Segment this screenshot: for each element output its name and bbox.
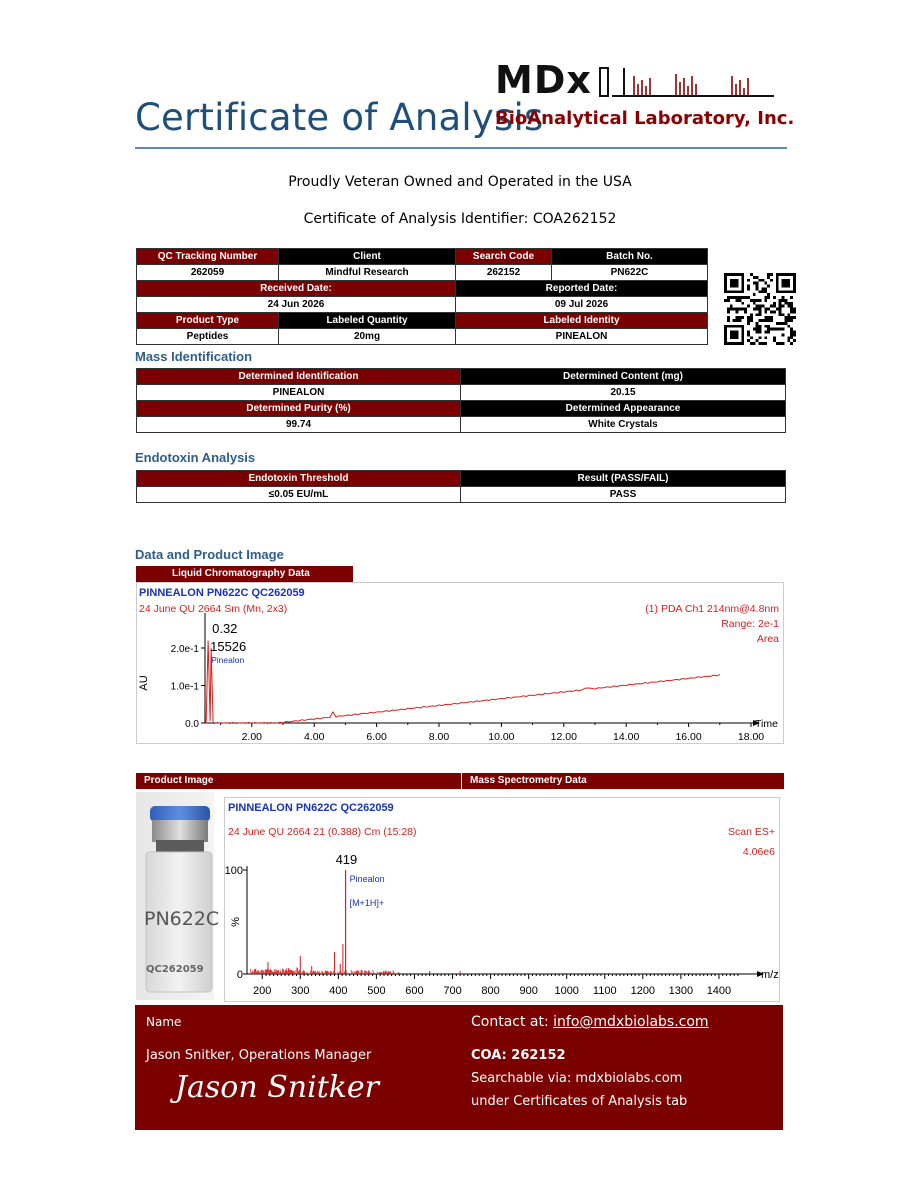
- determined-appearance-header: Determined Appearance: [461, 401, 786, 417]
- labeled-quantity-value: 20mg: [279, 329, 456, 345]
- qc-tracking-value: 262059: [137, 265, 279, 281]
- ms-intensity-label: 4.06e6: [742, 846, 775, 858]
- determined-identification-value: PINEALON: [137, 385, 461, 401]
- ms-x-tick-label: 200: [253, 985, 272, 997]
- ms-x-axis-title: m/z: [761, 969, 779, 981]
- lc-x-axis-title: Time: [755, 718, 778, 730]
- vial-batch-label: PN622C: [144, 908, 220, 930]
- determined-identification-header: Determined Identification: [137, 369, 461, 385]
- ms-plot: [225, 798, 779, 1001]
- ms-y-tick-label: 100: [225, 865, 243, 877]
- determined-purity-value: 99.74: [137, 417, 461, 433]
- lc-x-tick-label: 18.00: [737, 731, 765, 743]
- lc-x-tick-label: 8.00: [428, 731, 450, 743]
- endotoxin-heading: Endotoxin Analysis: [135, 450, 256, 465]
- mass-id-heading: Mass Identification: [135, 349, 253, 364]
- lc-range-label: Range: 2e-1: [721, 618, 779, 630]
- lc-x-tick-label: 16.00: [675, 731, 702, 743]
- endotoxin-result-header: Result (PASS/FAIL): [461, 471, 786, 487]
- ms-x-tick-label: 1300: [668, 985, 694, 997]
- lc-peak-name-label: Pinealon: [211, 655, 245, 665]
- page-title: Certificate of Analysis: [135, 96, 544, 139]
- lc-area-label: Area: [756, 633, 779, 645]
- certificates-tab-text: under Certificates of Analysis tab: [471, 1094, 688, 1109]
- lc-chart-title: PINNEALON PN622C QC262059: [139, 587, 305, 599]
- contact-email-link[interactable]: info@mdxbiolabs.com: [553, 1014, 709, 1030]
- name-label: Name: [146, 1015, 182, 1029]
- client-header: Client: [279, 249, 456, 265]
- ms-chart-subtitle: 24 June QU 2664 21 (0.388) Cm (15:28): [228, 826, 417, 838]
- received-date-header: Received Date:: [137, 281, 456, 297]
- reported-date-header: Reported Date:: [456, 281, 708, 297]
- searchable-text: Searchable via: mdxbiolabs.com: [471, 1071, 683, 1086]
- search-code-header: Search Code: [456, 249, 552, 265]
- determined-content-header: Determined Content (mg): [461, 369, 786, 385]
- ms-x-tick-label: 300: [291, 985, 310, 997]
- endotoxin-threshold-header: Endotoxin Threshold: [137, 471, 461, 487]
- ms-peak-name-label: Pinealon: [349, 874, 385, 884]
- determined-appearance-value: White Crystals: [461, 417, 786, 433]
- lc-chart-subtitle: 24 June QU 2664 Sm (Mn, 2x3): [139, 603, 288, 615]
- lc-plot: [137, 583, 783, 743]
- mass-id-table: [136, 368, 786, 433]
- ms-data-label: Mass Spectrometry Data: [462, 773, 784, 789]
- signer-name: Jason Snitker, Operations Manager: [146, 1048, 372, 1063]
- determined-purity-header: Determined Purity (%): [137, 401, 461, 417]
- ms-x-tick-label: 500: [367, 985, 386, 997]
- contact-prefix: Contact at:: [471, 1014, 554, 1030]
- logo-spectrum-icon: [598, 64, 776, 100]
- contact-line: [471, 1014, 709, 1030]
- determined-content-value: 20.15: [461, 385, 786, 401]
- vial-qc-label: QC262059: [146, 964, 204, 975]
- labeled-quantity-header: Labeled Quantity: [279, 313, 456, 329]
- ms-x-tick-label: 800: [481, 985, 500, 997]
- batch-value: PN622C: [552, 265, 708, 281]
- received-date-value: 24 Jun 2026: [137, 297, 456, 313]
- ms-x-tick-label: 1400: [706, 985, 732, 997]
- lc-peak-area-label: 15526: [210, 639, 247, 654]
- ms-x-tick-label: 700: [443, 985, 462, 997]
- mass-spectrum: [224, 797, 780, 1002]
- lc-data-label: Liquid Chromatography Data: [136, 566, 353, 582]
- lc-x-tick-label: 10.00: [488, 731, 515, 743]
- lc-x-tick-label: 14.00: [613, 731, 640, 743]
- endotoxin-result-value: PASS: [461, 487, 786, 503]
- signature-footer: [135, 1005, 783, 1130]
- qr-code-icon[interactable]: [724, 273, 796, 345]
- ms-ion-label: [M+1H]+: [349, 898, 385, 908]
- ms-peak-mz-label: 419: [335, 852, 358, 867]
- ms-chart-title: PINNEALON PN622C QC262059: [228, 802, 394, 814]
- ms-x-tick-label: 400: [329, 985, 348, 997]
- coa-identifier: Certificate of Analysis Identifier: COA262152: [303, 211, 617, 227]
- product-type-value: Peptides: [137, 329, 279, 345]
- ms-x-tick-label: 1100: [592, 985, 617, 997]
- lc-detector-label: (1) PDA Ch1 214nm@4.8nm: [645, 603, 779, 615]
- reported-date-value: 09 Jul 2026: [456, 297, 708, 313]
- endotoxin-table: [136, 470, 786, 503]
- coa-number: COA: 262152: [471, 1048, 566, 1063]
- lc-y-tick-label: 0.0: [185, 719, 199, 730]
- handwritten-signature: Jason Snitker: [175, 1070, 380, 1105]
- data-section-heading: Data and Product Image: [135, 547, 284, 562]
- qc-tracking-header: QC Tracking Number: [137, 249, 279, 265]
- endotoxin-threshold-value: ≤0.05 EU/mL: [137, 487, 461, 503]
- ms-y-axis-title: %: [230, 917, 242, 927]
- lc-x-tick-label: 2.00: [241, 731, 263, 743]
- lc-y-tick-label: 1.0e-1: [170, 681, 199, 693]
- lc-y-tick-label: 2.0e-1: [170, 644, 199, 655]
- ms-scan-label: Scan ES+: [728, 826, 775, 838]
- product-type-header: Product Type: [137, 313, 279, 329]
- ms-x-tick-label: 1000: [554, 985, 579, 997]
- product-image-label: Product Image: [136, 773, 461, 789]
- company-logo-text: MDx: [495, 58, 592, 102]
- lc-peak-time-label: 0.32: [212, 621, 238, 636]
- search-code-value: 262152: [456, 265, 552, 281]
- lc-trace-line: [206, 641, 720, 724]
- lc-x-tick-label: 4.00: [303, 731, 325, 743]
- lc-chromatogram: [136, 582, 784, 744]
- company-logo-subtitle: BioAnalytical Laboratory, Inc.: [495, 108, 795, 129]
- ms-x-tick-label: 1200: [630, 985, 656, 997]
- title-divider: [135, 147, 787, 149]
- client-value: Mindful Research: [279, 265, 456, 281]
- ms-x-tick-label: 900: [519, 985, 538, 997]
- batch-header: Batch No.: [552, 249, 708, 265]
- lc-x-tick-label: 6.00: [366, 731, 387, 743]
- tagline: Proudly Veteran Owned and Operated in the USA: [288, 174, 632, 190]
- ms-y-tick-label: 0: [236, 969, 243, 981]
- ms-x-tick-label: 600: [405, 985, 424, 997]
- lc-x-tick-label: 12.00: [550, 731, 577, 743]
- lc-y-axis-title: AU: [138, 675, 150, 691]
- sample-info-table: [136, 248, 708, 345]
- labeled-identity-header: Labeled Identity: [456, 313, 708, 329]
- labeled-identity-value: PINEALON: [456, 329, 708, 345]
